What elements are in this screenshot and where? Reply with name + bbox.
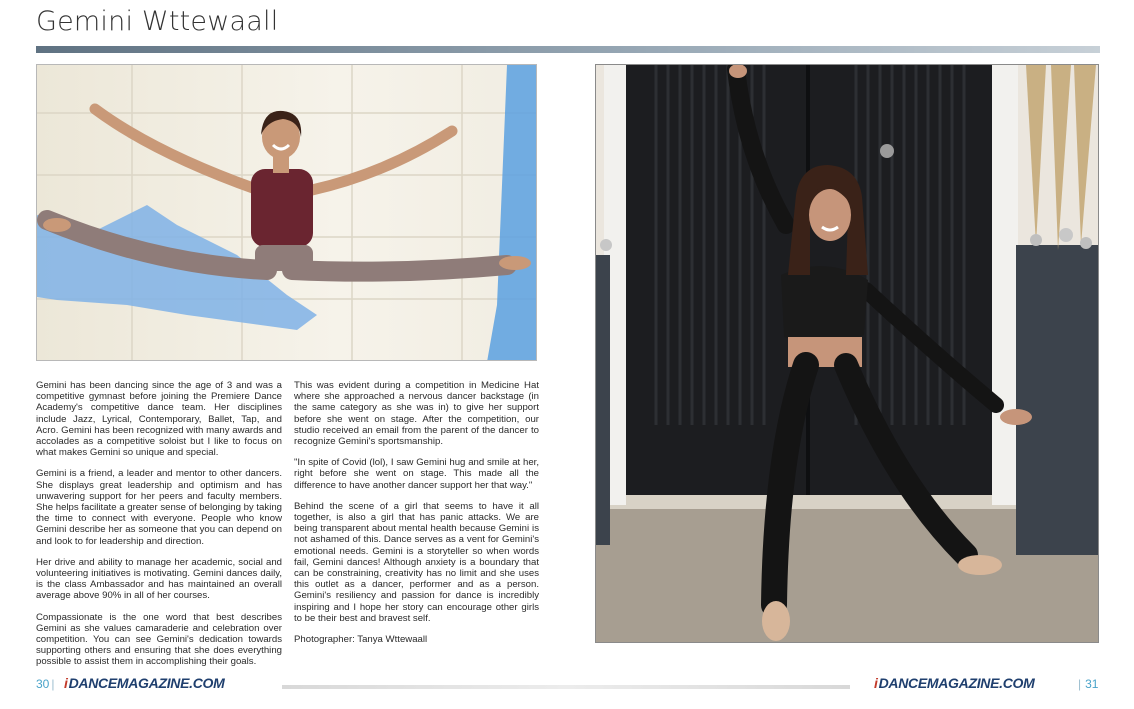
paragraph: Gemini is a friend, a leader and mentor to other dancers. She displays great leadership and optimism and has unwavering support for her peers and faculty members. She helps facilitate a greater sense of belonging by taking the time to connect with everyone. People who know Gemini describe her as someone that you can depend on and look to for leadership and direction.: [36, 468, 282, 547]
photo-split-jump: [36, 64, 537, 361]
page-number-left-text: 30: [36, 677, 50, 691]
footer-rule: [282, 685, 850, 689]
article-column-1: [36, 380, 282, 678]
quote-paragraph: "In spite of Covid (lol), I saw Gemini hug and smile at her, right before she went on stage. This made all the difference to have another dancer support her that way.": [294, 457, 539, 491]
photo-credit: Photographer: Tanya Wttewaall: [294, 634, 428, 646]
split-jump-illustration: [37, 65, 537, 361]
brand-i: i: [874, 675, 878, 691]
brand-i: i: [64, 675, 68, 691]
page-number-right: [1078, 677, 1098, 691]
paragraph: This was evident during a competition in Medicine Hat where she approached a nervous dancer backstage (in the same category as she was in) to give her support before she went on stage. After the competition, our studio received an email from the parent of the dancer to recognize Gemini's sportsmanship.: [294, 380, 539, 448]
door-pose-illustration: [596, 65, 1099, 643]
separator-bar: |: [1078, 677, 1082, 691]
header-rule: [36, 46, 1100, 53]
page-title: Gemini Wttewaall: [36, 6, 279, 37]
photo-door-pose: [595, 64, 1099, 643]
brand-logo-right: [874, 675, 1035, 691]
page-number-left: [36, 677, 54, 691]
paragraph: Gemini has been dancing since the age of 3 and was a competitive gymnast before joining the Premiere Dance Academy's competitive dance team. Her disciplines include Jazz, Lyrical, Contemporary, Ballet, Tap, and Acro. Gemini has been recognized with many awards and accolades as a competitive soloist but I like to focus on what makes Gemini so unique and special.: [36, 380, 282, 459]
article-column-2: [294, 380, 539, 655]
brand-logo-left: [64, 675, 225, 691]
page-number-right-text: 31: [1085, 677, 1099, 691]
separator-bar: |: [51, 677, 55, 691]
brand-text: DANCEMAGAZINE.COM: [878, 675, 1035, 691]
brand-text: DANCEMAGAZINE.COM: [68, 675, 225, 691]
paragraph: Compassionate is the one word that best describes Gemini as she values camaraderie and celebration over competition. You can see Gemini's dedication towards supporting others and ensuring that she does everything possible to assist them in accomplishing their goals.: [36, 611, 282, 668]
paragraph: Her drive and ability to manage her academic, social and volunteering initiatives is motivating. Gemini dances daily, is the class Ambassador and has maintained an overall average above 90% in all of her courses.: [36, 556, 282, 602]
paragraph: Behind the scene of a girl that seems to have it all together, is also a girl that has panic attacks. We are being transparent about mental health because Gemini is not ashamed of this. Dance serves as a vent for Gemini's emotional needs. Gemini is a storyteller so when words fail, Gemini dances! Although anxiety is a boundary that can be constraining, creativity has no limit and she uses this outlet as a dancer, performer and as a person. Gemini's resiliency and passion for dance is incredibly inspiring and I hope her story can encourage other girls to be their best and bravest self.: [294, 500, 539, 624]
